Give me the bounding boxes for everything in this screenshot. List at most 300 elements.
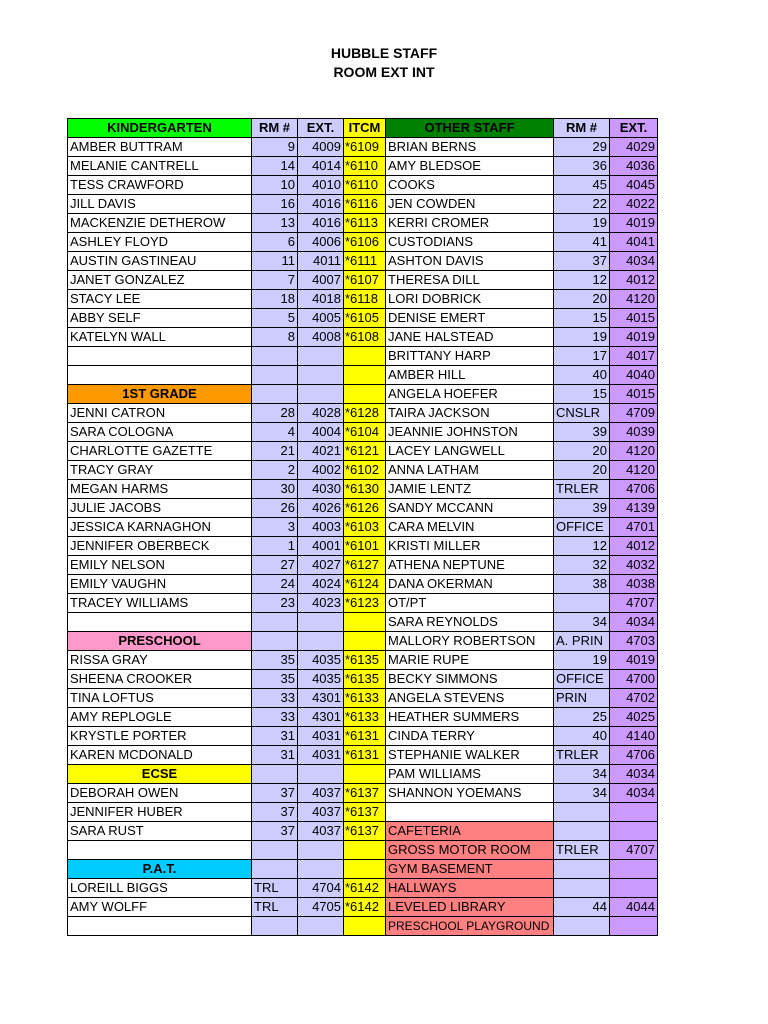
ext2-cell — [610, 803, 658, 822]
staff-name: KRYSTLE PORTER — [68, 727, 252, 746]
rm2-cell: 44 — [554, 898, 610, 917]
rm-cell — [252, 385, 298, 404]
ext-cell: 4023 — [298, 594, 344, 613]
ext-cell — [298, 917, 344, 936]
ext-cell: 4031 — [298, 746, 344, 765]
table-row — [68, 803, 658, 822]
other-staff-name: OT/PT — [386, 594, 554, 613]
rm-cell: 30 — [252, 480, 298, 499]
rm-cell — [252, 347, 298, 366]
table-row — [68, 347, 658, 366]
table-row — [68, 461, 658, 480]
ext-cell: 4026 — [298, 499, 344, 518]
itcm-cell — [344, 841, 386, 860]
table-row — [68, 765, 658, 784]
table-row — [68, 442, 658, 461]
other-staff-name: JEANNIE JOHNSTON — [386, 423, 554, 442]
staff-name: DEBORAH OWEN — [68, 784, 252, 803]
rm2-cell: OFFICE — [554, 518, 610, 537]
table-row — [68, 309, 658, 328]
ext2-cell: 4019 — [610, 651, 658, 670]
ext-cell: 4011 — [298, 252, 344, 271]
other-staff-name: DANA OKERMAN — [386, 575, 554, 594]
rm2-cell — [554, 594, 610, 613]
other-staff-name: AMBER HILL — [386, 366, 554, 385]
rm2-cell: 45 — [554, 176, 610, 195]
table-row — [68, 138, 658, 157]
ext-cell: 4037 — [298, 784, 344, 803]
table-row — [68, 366, 658, 385]
ext-cell — [298, 385, 344, 404]
other-staff-name: BRITTANY HARP — [386, 347, 554, 366]
staff-name: ABBY SELF — [68, 309, 252, 328]
rm2-cell: TRLER — [554, 841, 610, 860]
staff-name — [68, 841, 252, 860]
ext2-cell: 4044 — [610, 898, 658, 917]
rm-cell: 6 — [252, 233, 298, 252]
other-staff-name: STEPHANIE WALKER — [386, 746, 554, 765]
ext2-cell: 4702 — [610, 689, 658, 708]
itcm-cell: *6137 — [344, 822, 386, 841]
itcm-cell: *6124 — [344, 575, 386, 594]
staff-name: SARA RUST — [68, 822, 252, 841]
table-row — [68, 879, 658, 898]
rm2-cell — [554, 917, 610, 936]
staff-name: AUSTIN GASTINEAU — [68, 252, 252, 271]
rm2-cell — [554, 860, 610, 879]
itcm-cell: *6131 — [344, 746, 386, 765]
other-staff-name: KRISTI MILLER — [386, 537, 554, 556]
ext-cell — [298, 347, 344, 366]
other-staff-name: JAMIE LENTZ — [386, 480, 554, 499]
rm2-cell — [554, 822, 610, 841]
other-staff-name: ASHTON DAVIS — [386, 252, 554, 271]
staff-name: EMILY VAUGHN — [68, 575, 252, 594]
ext2-cell: 4709 — [610, 404, 658, 423]
staff-name: STACY LEE — [68, 290, 252, 309]
other-staff-name: ANNA LATHAM — [386, 461, 554, 480]
other-staff-name: MARIE RUPE — [386, 651, 554, 670]
staff-name — [68, 366, 252, 385]
rm2-cell: 29 — [554, 138, 610, 157]
other-staff-name: BRIAN BERNS — [386, 138, 554, 157]
ext-cell: 4035 — [298, 670, 344, 689]
rm2-cell: 20 — [554, 290, 610, 309]
rm-cell: 5 — [252, 309, 298, 328]
ext-cell: 4014 — [298, 157, 344, 176]
rm2-cell: 38 — [554, 575, 610, 594]
other-staff-name: SHANNON YOEMANS — [386, 784, 554, 803]
other-staff-name: ANGELA STEVENS — [386, 689, 554, 708]
itcm-cell — [344, 366, 386, 385]
staff-name — [68, 613, 252, 632]
rm-cell: 2 — [252, 461, 298, 480]
other-staff-name: HALLWAYS — [386, 879, 554, 898]
rm2-cell: 39 — [554, 499, 610, 518]
rm-cell: 18 — [252, 290, 298, 309]
table-row — [68, 575, 658, 594]
page-title: HUBBLE STAFF — [330, 45, 438, 61]
table-row — [68, 404, 658, 423]
other-staff-name: KERRI CROMER — [386, 214, 554, 233]
ext-cell: 4001 — [298, 537, 344, 556]
ext2-cell: 4120 — [610, 290, 658, 309]
header-rm-2: RM # — [554, 119, 610, 138]
other-staff-name: SANDY MCCANN — [386, 499, 554, 518]
ext-cell: 4035 — [298, 651, 344, 670]
itcm-cell: *6121 — [344, 442, 386, 461]
itcm-cell — [344, 917, 386, 936]
ext-cell — [298, 613, 344, 632]
staff-name: MEGAN HARMS — [68, 480, 252, 499]
ext-cell — [298, 765, 344, 784]
staff-name: TINA LOFTUS — [68, 689, 252, 708]
ext2-cell: 4015 — [610, 385, 658, 404]
table-row — [68, 176, 658, 195]
section-header: ECSE — [68, 765, 252, 784]
staff-table — [67, 118, 658, 936]
staff-name: AMY WOLFF — [68, 898, 252, 917]
rm-cell: 3 — [252, 518, 298, 537]
table-row — [68, 784, 658, 803]
itcm-cell: *6118 — [344, 290, 386, 309]
rm2-cell: 25 — [554, 708, 610, 727]
staff-name: SHEENA CROOKER — [68, 670, 252, 689]
other-staff-name: PAM WILLIAMS — [386, 765, 554, 784]
other-staff-name: LORI DOBRICK — [386, 290, 554, 309]
table-row — [68, 822, 658, 841]
rm2-cell: TRLER — [554, 746, 610, 765]
table-row — [68, 651, 658, 670]
rm-cell: 33 — [252, 689, 298, 708]
staff-name: MELANIE CANTRELL — [68, 157, 252, 176]
ext2-cell: 4706 — [610, 480, 658, 499]
itcm-cell: *6137 — [344, 803, 386, 822]
other-staff-name: AMY BLEDSOE — [386, 157, 554, 176]
rm-cell: 27 — [252, 556, 298, 575]
itcm-cell: *6127 — [344, 556, 386, 575]
ext2-cell: 4701 — [610, 518, 658, 537]
rm-cell: 10 — [252, 176, 298, 195]
ext-cell: 4003 — [298, 518, 344, 537]
itcm-cell: *6131 — [344, 727, 386, 746]
itcm-cell: *6110 — [344, 176, 386, 195]
rm-cell: TRL — [252, 879, 298, 898]
ext2-cell: 4039 — [610, 423, 658, 442]
ext2-cell: 4032 — [610, 556, 658, 575]
ext2-cell: 4038 — [610, 575, 658, 594]
rm-cell: 24 — [252, 575, 298, 594]
ext-cell: 4037 — [298, 822, 344, 841]
other-staff-name: LACEY LANGWELL — [386, 442, 554, 461]
other-staff-name: GROSS MOTOR ROOM — [386, 841, 554, 860]
ext2-cell: 4041 — [610, 233, 658, 252]
itcm-cell: *6133 — [344, 689, 386, 708]
itcm-cell: *6111 — [344, 252, 386, 271]
rm-cell: 7 — [252, 271, 298, 290]
ext2-cell: 4703 — [610, 632, 658, 651]
itcm-cell: *6128 — [344, 404, 386, 423]
staff-name: JULIE JACOBS — [68, 499, 252, 518]
other-staff-name: THERESA DILL — [386, 271, 554, 290]
staff-name: JESSICA KARNAGHON — [68, 518, 252, 537]
staff-name: EMILY NELSON — [68, 556, 252, 575]
other-staff-name: SARA REYNOLDS — [386, 613, 554, 632]
ext-cell: 4031 — [298, 727, 344, 746]
ext2-cell: 4012 — [610, 271, 658, 290]
rm2-cell: OFFICE — [554, 670, 610, 689]
rm-cell: 31 — [252, 746, 298, 765]
other-staff-name: PRESCHOOL PLAYGROUND — [386, 917, 554, 936]
rm2-cell: 22 — [554, 195, 610, 214]
itcm-cell: *6123 — [344, 594, 386, 613]
itcm-cell: *6110 — [344, 157, 386, 176]
itcm-cell: *6126 — [344, 499, 386, 518]
ext-cell: 4021 — [298, 442, 344, 461]
itcm-cell: *6101 — [344, 537, 386, 556]
rm-cell: 26 — [252, 499, 298, 518]
rm2-cell: 20 — [554, 442, 610, 461]
itcm-cell: *6107 — [344, 271, 386, 290]
rm2-cell: 39 — [554, 423, 610, 442]
rm-cell: TRL — [252, 898, 298, 917]
table-row — [68, 157, 658, 176]
ext-cell — [298, 366, 344, 385]
other-staff-name: CAFETERIA — [386, 822, 554, 841]
staff-name: SARA COLOGNA — [68, 423, 252, 442]
rm2-cell — [554, 879, 610, 898]
rm-cell — [252, 917, 298, 936]
table-row — [68, 480, 658, 499]
ext2-cell: 4706 — [610, 746, 658, 765]
ext-cell: 4009 — [298, 138, 344, 157]
ext2-cell: 4120 — [610, 461, 658, 480]
rm-cell: 21 — [252, 442, 298, 461]
itcm-cell: *6104 — [344, 423, 386, 442]
rm2-cell: 15 — [554, 385, 610, 404]
table-row — [68, 537, 658, 556]
other-staff-name: JEN COWDEN — [386, 195, 554, 214]
rm-cell: 23 — [252, 594, 298, 613]
ext2-cell: 4045 — [610, 176, 658, 195]
section-header: PRESCHOOL — [68, 632, 252, 651]
table-row — [68, 746, 658, 765]
itcm-cell: *6103 — [344, 518, 386, 537]
ext-cell: 4016 — [298, 195, 344, 214]
rm-cell — [252, 613, 298, 632]
rm2-cell: 34 — [554, 765, 610, 784]
rm-cell: 37 — [252, 822, 298, 841]
ext2-cell — [610, 917, 658, 936]
table-row — [68, 613, 658, 632]
rm-cell: 33 — [252, 708, 298, 727]
ext-cell: 4005 — [298, 309, 344, 328]
table-row — [68, 290, 658, 309]
ext-cell: 4010 — [298, 176, 344, 195]
itcm-cell — [344, 765, 386, 784]
staff-name: JILL DAVIS — [68, 195, 252, 214]
staff-name: CHARLOTTE GAZETTE — [68, 442, 252, 461]
rm-cell: 37 — [252, 784, 298, 803]
ext2-cell: 4029 — [610, 138, 658, 157]
rm2-cell: 32 — [554, 556, 610, 575]
header-kindergarten: KINDERGARTEN — [68, 119, 252, 138]
table-row — [68, 898, 658, 917]
rm-cell: 31 — [252, 727, 298, 746]
ext2-cell: 4707 — [610, 841, 658, 860]
staff-name: TRACEY WILLIAMS — [68, 594, 252, 613]
other-staff-name: LEVELED LIBRARY — [386, 898, 554, 917]
table-row — [68, 727, 658, 746]
rm-cell: 4 — [252, 423, 298, 442]
rm-cell: 35 — [252, 651, 298, 670]
itcm-cell: *6133 — [344, 708, 386, 727]
header-row — [68, 119, 658, 138]
rm2-cell: 12 — [554, 537, 610, 556]
rm2-cell — [554, 803, 610, 822]
itcm-cell: *6142 — [344, 898, 386, 917]
rm-cell — [252, 860, 298, 879]
staff-name — [68, 917, 252, 936]
rm2-cell: 17 — [554, 347, 610, 366]
rm-cell: 35 — [252, 670, 298, 689]
other-staff-name — [386, 803, 554, 822]
staff-name: JENNI CATRON — [68, 404, 252, 423]
ext2-cell: 4025 — [610, 708, 658, 727]
ext2-cell: 4034 — [610, 784, 658, 803]
rm-cell: 13 — [252, 214, 298, 233]
staff-name — [68, 347, 252, 366]
itcm-cell — [344, 385, 386, 404]
ext2-cell: 4707 — [610, 594, 658, 613]
rm2-cell: A. PRIN — [554, 632, 610, 651]
rm2-cell: CNSLR — [554, 404, 610, 423]
table-row — [68, 385, 658, 404]
itcm-cell: *6135 — [344, 651, 386, 670]
rm2-cell: 36 — [554, 157, 610, 176]
ext2-cell: 4139 — [610, 499, 658, 518]
table-row — [68, 556, 658, 575]
ext2-cell: 4017 — [610, 347, 658, 366]
ext2-cell: 4036 — [610, 157, 658, 176]
staff-name: MACKENZIE DETHEROW — [68, 214, 252, 233]
itcm-cell: *6116 — [344, 195, 386, 214]
table-row — [68, 594, 658, 613]
table-row — [68, 423, 658, 442]
rm2-cell: 20 — [554, 461, 610, 480]
itcm-cell: *6106 — [344, 233, 386, 252]
ext-cell — [298, 860, 344, 879]
ext-cell: 4016 — [298, 214, 344, 233]
staff-name: AMY REPLOGLE — [68, 708, 252, 727]
rm-cell — [252, 841, 298, 860]
ext2-cell: 4700 — [610, 670, 658, 689]
table-row — [68, 499, 658, 518]
ext-cell: 4006 — [298, 233, 344, 252]
table-row — [68, 841, 658, 860]
table-row — [68, 917, 658, 936]
ext2-cell — [610, 879, 658, 898]
table-row — [68, 632, 658, 651]
rm2-cell: 41 — [554, 233, 610, 252]
rm2-cell: 40 — [554, 727, 610, 746]
ext2-cell: 4019 — [610, 214, 658, 233]
table-row — [68, 328, 658, 347]
table-row — [68, 670, 658, 689]
staff-name: KATELYN WALL — [68, 328, 252, 347]
page-subtitle: ROOM EXT INT — [333, 64, 435, 80]
other-staff-name: MALLORY ROBERTSON — [386, 632, 554, 651]
other-staff-name: CARA MELVIN — [386, 518, 554, 537]
ext-cell: 4024 — [298, 575, 344, 594]
ext-cell: 4301 — [298, 708, 344, 727]
rm-cell: 37 — [252, 803, 298, 822]
other-staff-name: GYM BASEMENT — [386, 860, 554, 879]
other-staff-name: DENISE EMERT — [386, 309, 554, 328]
itcm-cell: *6113 — [344, 214, 386, 233]
itcm-cell: *6142 — [344, 879, 386, 898]
table-row — [68, 708, 658, 727]
other-staff-name: JANE HALSTEAD — [386, 328, 554, 347]
rm2-cell: 34 — [554, 613, 610, 632]
staff-name: JANET GONZALEZ — [68, 271, 252, 290]
rm2-cell: 12 — [554, 271, 610, 290]
ext-cell: 4301 — [298, 689, 344, 708]
itcm-cell: *6109 — [344, 138, 386, 157]
ext-cell: 4028 — [298, 404, 344, 423]
ext-cell: 4030 — [298, 480, 344, 499]
staff-name: RISSA GRAY — [68, 651, 252, 670]
table-row — [68, 689, 658, 708]
rm-cell: 9 — [252, 138, 298, 157]
itcm-cell: *6102 — [344, 461, 386, 480]
staff-name: KAREN MCDONALD — [68, 746, 252, 765]
rm-cell: 8 — [252, 328, 298, 347]
header-ext-2: EXT. — [610, 119, 658, 138]
itcm-cell: *6137 — [344, 784, 386, 803]
other-staff-name: HEATHER SUMMERS — [386, 708, 554, 727]
itcm-cell: *6108 — [344, 328, 386, 347]
rm2-cell: 40 — [554, 366, 610, 385]
other-staff-name: ATHENA NEPTUNE — [386, 556, 554, 575]
table-row — [68, 195, 658, 214]
rm2-cell: 34 — [554, 784, 610, 803]
other-staff-name: COOKS — [386, 176, 554, 195]
table-row — [68, 271, 658, 290]
itcm-cell — [344, 613, 386, 632]
other-staff-name: TAIRA JACKSON — [386, 404, 554, 423]
rm-cell: 1 — [252, 537, 298, 556]
ext2-cell: 4034 — [610, 765, 658, 784]
itcm-cell — [344, 347, 386, 366]
rm-cell — [252, 366, 298, 385]
rm-cell: 28 — [252, 404, 298, 423]
table-row — [68, 252, 658, 271]
table-row — [68, 860, 658, 879]
itcm-cell: *6135 — [344, 670, 386, 689]
ext-cell: 4027 — [298, 556, 344, 575]
ext2-cell: 4019 — [610, 328, 658, 347]
ext-cell: 4705 — [298, 898, 344, 917]
ext2-cell: 4040 — [610, 366, 658, 385]
rm2-cell: TRLER — [554, 480, 610, 499]
itcm-cell: *6130 — [344, 480, 386, 499]
staff-name: ASHLEY FLOYD — [68, 233, 252, 252]
ext-cell: 4008 — [298, 328, 344, 347]
rm-cell: 14 — [252, 157, 298, 176]
ext-cell — [298, 841, 344, 860]
ext2-cell: 4034 — [610, 252, 658, 271]
